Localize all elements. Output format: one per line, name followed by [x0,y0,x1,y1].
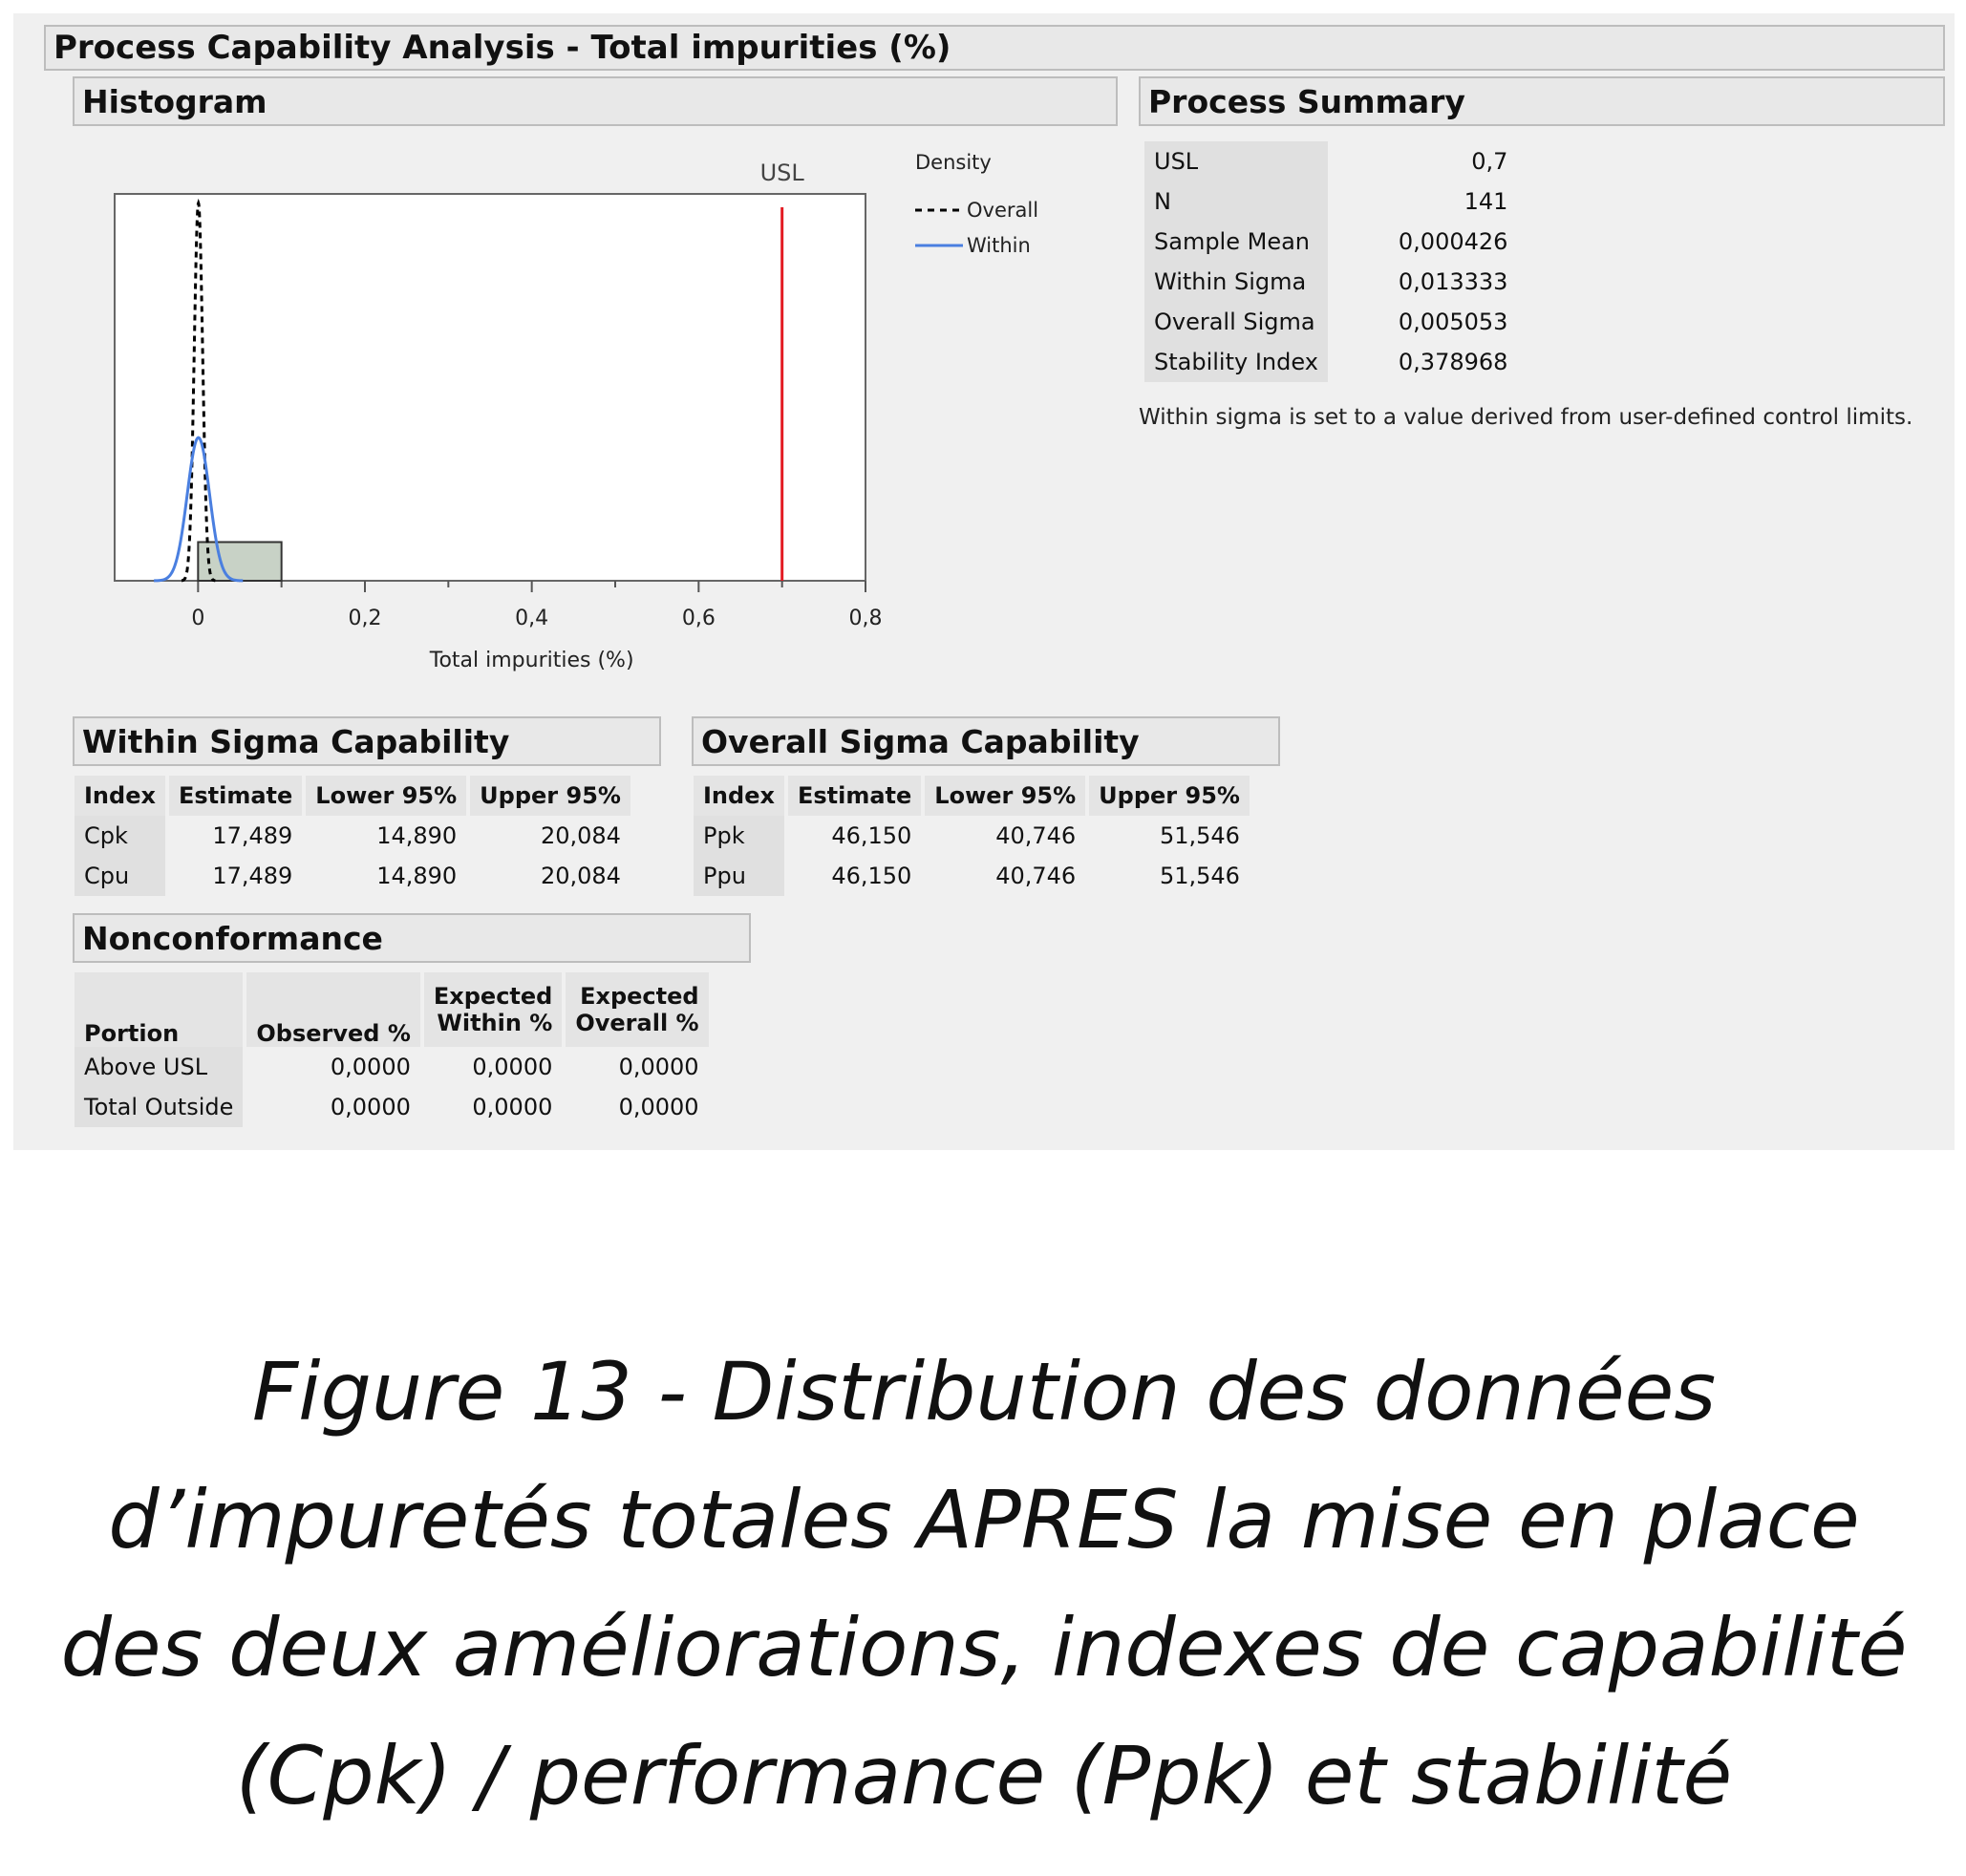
nc-row-value: 0,0000 [472,1054,553,1080]
nc-row-label: Total Outside [75,1087,243,1127]
within-header-3: Upper 95% [470,776,630,816]
summary-row-value: 0,378968 [1398,349,1508,375]
nc-row [75,1047,709,1087]
report-title: Process Capability Analysis - Total impurities (%) [53,29,951,67]
summary-row-label: Overall Sigma [1144,302,1328,342]
summary-row [1144,181,1517,222]
nc-row-value: 0,0000 [330,1094,411,1120]
summary-row-label: Stability Index [1144,342,1328,382]
nonconformance-title: Nonconformance [82,919,383,957]
overall-row [694,856,1250,896]
nc-header-overall-line1: Expected [580,983,699,1010]
summary-row-value: 0,005053 [1398,309,1508,335]
usl-label: USL [759,160,804,186]
within-row-label: Cpu [75,856,165,896]
summary-row [1144,302,1517,342]
nc-row-value: 0,0000 [618,1094,699,1120]
overall-capability-title: Overall Sigma Capability [701,722,1140,760]
within-row-value: 20,084 [540,863,621,889]
legend-within-label: Within [967,234,1031,257]
nonconformance-table [71,972,713,1127]
overall-capability-header[interactable] [692,716,1280,766]
nc-row-value: 0,0000 [330,1054,411,1080]
summary-row-label: N [1144,181,1328,222]
process-summary-table [1141,141,1521,382]
within-header-2: Lower 95% [306,776,466,816]
overall-header-2: Lower 95% [925,776,1085,816]
within-row-value: 14,890 [376,822,458,849]
x-tick-label: 0 [191,607,205,630]
within-row-value: 17,489 [212,822,293,849]
summary-row-value: 141 [1464,188,1508,215]
nc-header-overall-line2: Overall % [575,1010,699,1036]
overall-row-value: 51,546 [1159,822,1240,849]
plot-frame [115,194,865,581]
x-axis-label: Total impurities (%) [429,649,634,672]
nc-header-within-line2: Within % [437,1010,553,1036]
x-tick-label: 0,4 [515,607,549,630]
within-row-label: Cpk [75,816,165,856]
within-row-value: 20,084 [540,822,621,849]
nc-header-expected-overall [566,972,708,1047]
within-row [75,856,630,896]
overall-row-value: 46,150 [831,863,912,889]
process-summary-title: Process Summary [1148,82,1465,120]
summary-row [1144,262,1517,302]
histogram-bar [198,543,281,582]
summary-row-value: 0,000426 [1398,228,1508,255]
histogram-title: Histogram [82,82,267,120]
within-row [75,816,630,856]
x-tick-label: 0,2 [348,607,382,630]
overall-header-1: Estimate [788,776,921,816]
within-row-value: 17,489 [212,863,293,889]
within-capability-table [71,776,634,896]
summary-row-value: 0,013333 [1398,268,1508,295]
nc-header-within-line1: Expected [433,983,553,1010]
figure-caption: Figure 13 - Distribution des données d’impuretés totales APRES la mise en place des deux améliorations, indexes de capabilité (Cpk) / performance (Ppk) et stabilité [60,1345,1908,1823]
nc-header-expected-within [424,972,563,1047]
overall-header-3: Upper 95% [1089,776,1250,816]
x-tick-label: 0,8 [848,607,883,630]
histogram-chart [13,13,1160,739]
overall-row-label: Ppk [694,816,784,856]
overall-row-value: 46,150 [831,822,912,849]
within-header-0: Index [75,776,165,816]
overall-row-value: 40,746 [995,822,1077,849]
overall-row-value: 51,546 [1159,863,1240,889]
nc-row-value: 0,0000 [472,1094,553,1120]
summary-row [1144,222,1517,262]
overall-row-label: Ppu [694,856,784,896]
nc-header-portion: Portion [75,972,243,1047]
x-tick-label: 0,6 [681,607,716,630]
summary-row-label: USL [1144,141,1328,181]
capability-report [13,13,1955,1150]
nc-row-label: Above USL [75,1047,243,1087]
overall-header-0: Index [694,776,784,816]
nc-row-value: 0,0000 [618,1054,699,1080]
overall-row-value: 40,746 [995,863,1077,889]
overall-row [694,816,1250,856]
nc-header-observed: Observed % [246,972,419,1047]
summary-row-label: Within Sigma [1144,262,1328,302]
within-capability-title: Within Sigma Capability [82,722,510,760]
summary-row [1144,342,1517,382]
nc-row [75,1087,709,1127]
within-row-value: 14,890 [376,863,458,889]
legend-overall-label: Overall [967,199,1039,222]
nonconformance-header[interactable] [73,913,751,963]
within-sigma-note: Within sigma is set to a value derived from user-defined control limits. [1139,405,1913,430]
overall-capability-table [690,776,1253,896]
summary-row [1144,141,1517,181]
summary-row-label: Sample Mean [1144,222,1328,262]
within-capability-header[interactable] [73,716,661,766]
process-summary-header[interactable] [1139,76,1945,126]
within-header-1: Estimate [169,776,302,816]
summary-row-value: 0,7 [1471,148,1508,175]
legend-title: Density [915,151,992,174]
